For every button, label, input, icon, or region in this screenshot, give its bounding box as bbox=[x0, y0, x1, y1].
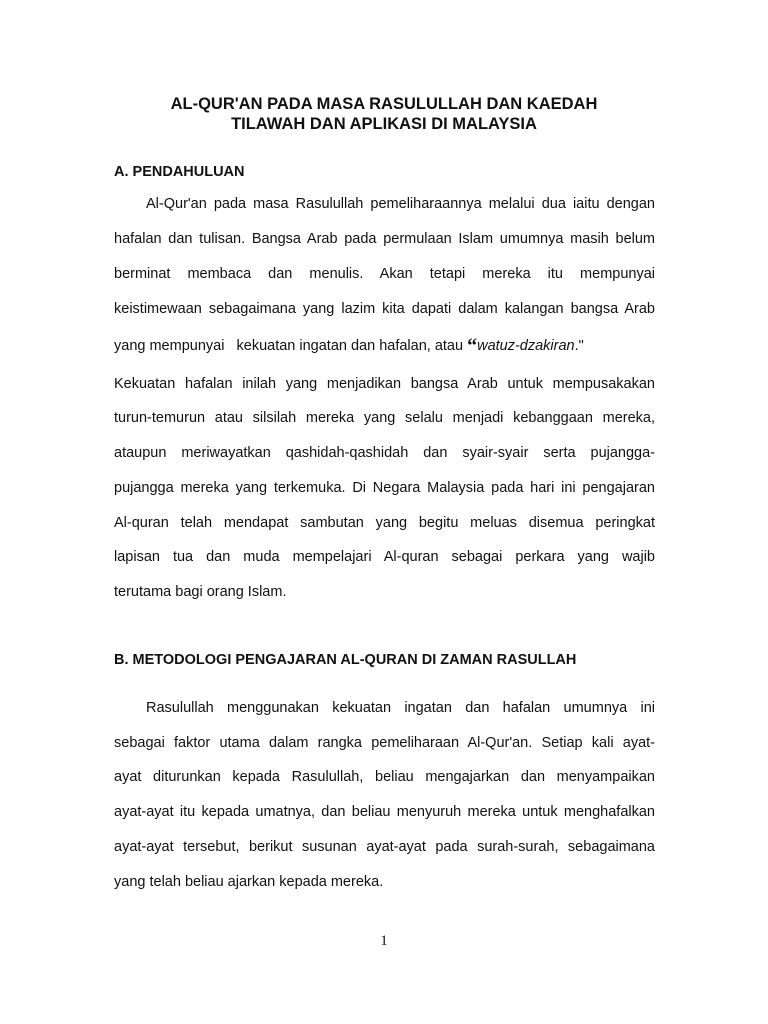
paragraph-line: ataupun meriwayatkan qashidah-qashidah dan syair-syair serta pujangga- bbox=[114, 445, 655, 461]
paragraph-line: lapisan tua dan muda mempelajari Al-quran sebagai perkara yang wajib bbox=[114, 549, 655, 565]
paragraph-line: terutama bagi orang Islam. bbox=[114, 584, 287, 600]
paragraph-line: hafalan dan tulisan. Bangsa Arab pada permulaan Islam umumnya masih belum bbox=[114, 231, 655, 247]
paragraph-line: Rasulullah menggunakan kekuatan ingatan dan hafalan umumnya ini bbox=[146, 700, 655, 716]
section-b-heading: B. METODOLOGI PENGAJARAN AL-QURAN DI ZAMAN RASULLAH bbox=[114, 652, 577, 668]
paragraph-line: yang telah beliau ajarkan kepada mereka. bbox=[114, 874, 384, 890]
document-title-line-2: TILAWAH DAN APLIKASI DI MALAYSIA bbox=[231, 115, 537, 133]
paragraph-line: ayat diturunkan kepada Rasulullah, beliau mengajarkan dan menyampaikan bbox=[114, 769, 655, 785]
paragraph-line: keistimewaan sebagaimana yang lazim kita dapati dalam kalangan bangsa Arab bbox=[114, 301, 655, 317]
italic-term: watuz-dzakiran bbox=[477, 338, 575, 354]
section-a-heading: A. PENDAHULUAN bbox=[114, 164, 245, 180]
paragraph-line: ayat-ayat tersebut, berikut susunan ayat-ayat pada surah-surah, sebagaimana bbox=[114, 839, 655, 855]
paragraph-line: sebagai faktor utama dalam rangka pemeliharaan Al-Qur'an. Setiap kali ayat- bbox=[114, 735, 655, 751]
quote-line-end: ." bbox=[574, 338, 584, 354]
paragraph-line: ayat-ayat itu kepada umatnya, dan beliau menyuruh mereka untuk menghafalkan bbox=[114, 804, 655, 820]
quote-line-text: yang mempunyai kekuatan ingatan dan hafalan, atau bbox=[114, 338, 468, 354]
open-quote-mark: “ bbox=[467, 335, 478, 357]
paragraph-line: Kekuatan hafalan inilah yang menjadikan bangsa Arab untuk mempusakakan bbox=[114, 376, 655, 392]
document-title-line-1: AL-QUR'AN PADA MASA RASULULLAH DAN KAEDAH bbox=[170, 95, 598, 113]
paragraph-line: turun-temurun atau silsilah mereka yang selalu menjadi kebanggaan mereka, bbox=[114, 410, 655, 426]
page-number: 1 bbox=[380, 933, 388, 949]
paragraph-line: Al-Qur'an pada masa Rasulullah pemeliharaannya melalui dua iaitu dengan bbox=[146, 196, 655, 212]
paragraph-line: Al-quran telah mendapat sambutan yang begitu meluas disemua peringkat bbox=[114, 515, 655, 531]
paragraph-line: berminat membaca dan menulis. Akan tetapi mereka itu mempunyai bbox=[114, 266, 655, 282]
paragraph-line: pujangga mereka yang terkemuka. Di Negara Malaysia pada hari ini pengajaran bbox=[114, 480, 655, 496]
paragraph-line-with-quote bbox=[114, 337, 655, 355]
